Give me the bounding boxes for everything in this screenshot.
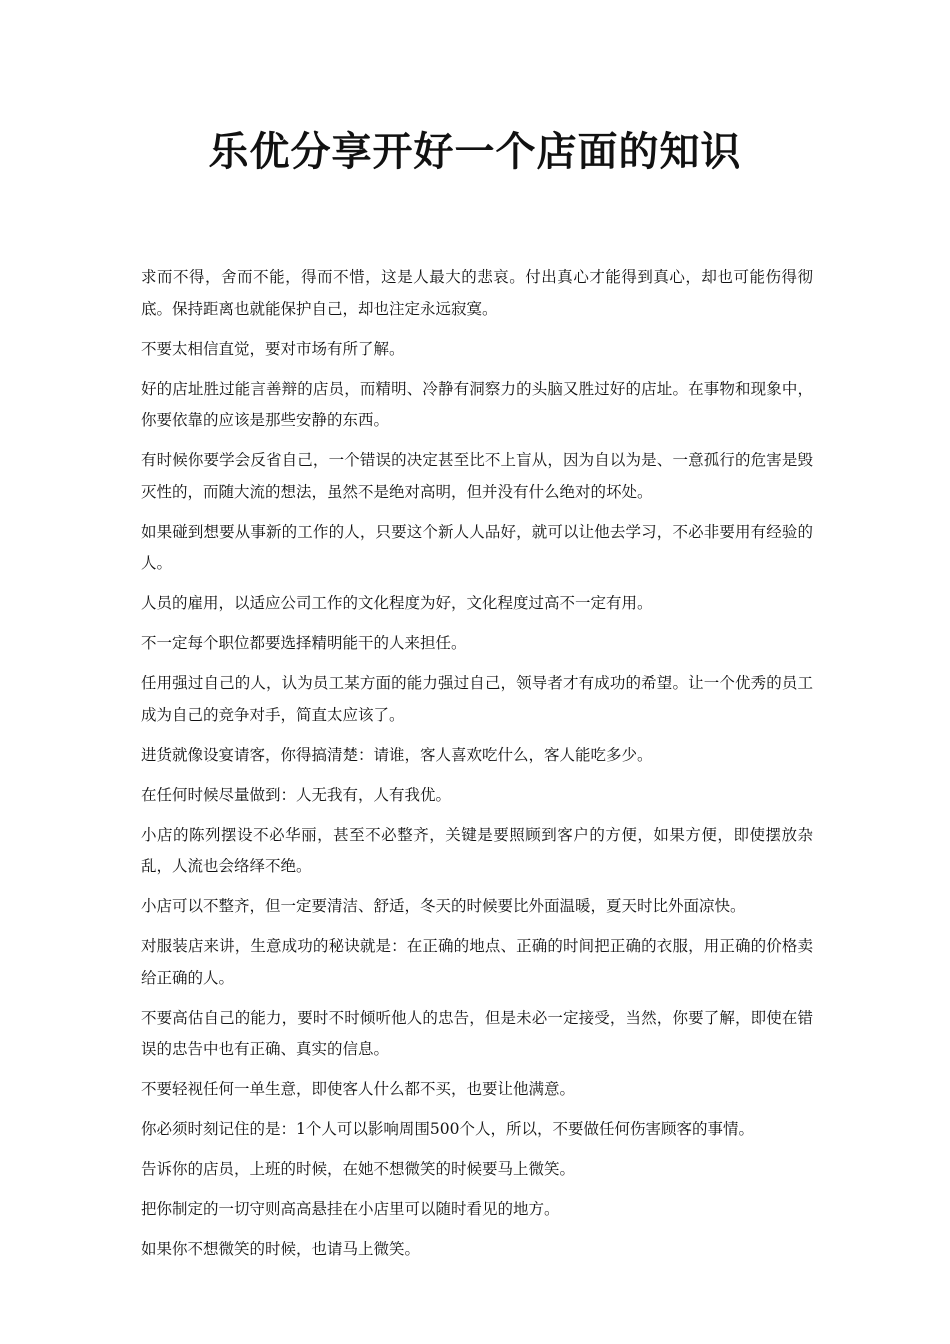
paragraph: 小店的陈列摆设不必华丽，甚至不必整齐，关键是要照顾到客户的方便，如果方便，即使摆放杂乱，人流也会络绎不绝。	[141, 825, 813, 875]
paragraph: 对服装店来讲，生意成功的秘诀就是：在正确的地点、正确的时间把正确的衣服，用正确的价格卖给正确的人。	[141, 937, 813, 987]
paragraph: 告诉你的店员，上班的时候，在她不想微笑的时候要马上微笑。	[141, 1160, 576, 1178]
paragraph: 有时候你要学会反省自己，一个错误的决定甚至比不上盲从，因为自以为是、一意孤行的危害是毁灭性的，而随大流的想法，虽然不是绝对高明，但并没有什么绝对的坏处。	[141, 451, 813, 501]
paragraph: 人员的雇用，以适应公司工作的文化程度为好，文化程度过高不一定有用。	[141, 594, 653, 612]
paragraph: 在任何时候尽量做到：人无我有，人有我优。	[141, 785, 452, 804]
paragraph: 求而不得，舍而不能，得而不惜，这是人最大的悲哀。付出真心才能得到真心，却也可能伤得彻底。保持距离也就能保护自己，却也注定永远寂寞。	[141, 268, 813, 318]
paragraph: 小店可以不整齐，但一定要清洁、舒适，冬天的时候要比外面温暖，夏天时比外面凉快。	[141, 897, 746, 915]
paragraph: 进货就像设宴请客，你得搞清楚：请谁，客人喜欢吃什么，客人能吃多少。	[141, 745, 653, 764]
document-title: 乐优分享开好一个店面的知识	[208, 128, 742, 175]
paragraph: 不要高估自己的能力，要时不时倾听他人的忠告，但是未必一定接受，当然，你要了解，即使在错误的忠告中也有正确、真实的信息。	[141, 1008, 813, 1058]
paragraph: 如果你不想微笑的时候，也请马上微笑。	[141, 1240, 421, 1258]
document-body	[141, 262, 813, 1274]
paragraph: 你必须时刻记住的是：1个人可以影响周围500个人，所以，不要做任何伤害顾客的事情。	[141, 1120, 754, 1138]
paragraph: 不一定每个职位都要选择精明能干的人来担任。	[141, 634, 467, 652]
paragraph: 不要太相信直觉，要对市场有所了解。	[141, 339, 405, 358]
paragraph: 任用强过自己的人，认为员工某方面的能力强过自己，领导者才有成功的希望。让一个优秀的员工成为自己的竞争对手，简直太应该了。	[141, 674, 813, 724]
paragraph: 把你制定的一切守则高高悬挂在小店里可以随时看见的地方。	[141, 1200, 560, 1218]
paragraph: 如果碰到想要从事新的工作的人，只要这个新人人品好，就可以让他去学习，不必非要用有经验的人。	[141, 522, 813, 572]
paragraph: 好的店址胜过能言善辩的店员，而精明、冷静有洞察力的头脑又胜过好的店址。在事物和现象中，你要依靠的应该是那些安静的东西。	[141, 379, 813, 429]
paragraph: 不要轻视任何一单生意，即使客人什么都不买，也要让他满意。	[141, 1080, 576, 1098]
